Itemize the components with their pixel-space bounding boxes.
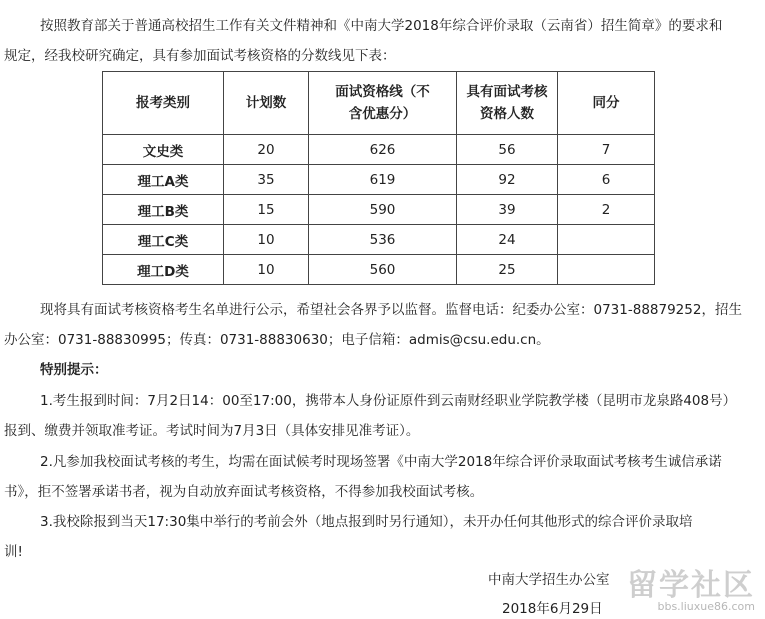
watermark-brand: 留学社区 bbox=[627, 568, 755, 603]
cell-category: 理工C类 bbox=[103, 225, 224, 255]
cell-plan: 35 bbox=[224, 165, 309, 195]
cell-plan: 10 bbox=[224, 225, 309, 255]
tip-2-line-2: 书》，拒不签署承诺书者，视为自动放弃面试考核资格，不得参加我校面试考核。 bbox=[4, 484, 484, 500]
cell-category: 理工B类 bbox=[103, 195, 224, 225]
cell-tied: 2 bbox=[558, 195, 655, 225]
cell-plan: 15 bbox=[224, 195, 309, 225]
table-row bbox=[103, 135, 655, 165]
header-tied: 同分 bbox=[558, 72, 655, 135]
table-row bbox=[103, 195, 655, 225]
header-qualified-count: 具有面试考核资格人数 bbox=[457, 72, 558, 135]
header-qualifying-score: 面试资格线（不含优惠分） bbox=[309, 72, 457, 135]
tips-heading: 特别提示： bbox=[40, 362, 108, 378]
table-row bbox=[103, 255, 655, 285]
cell-count: 25 bbox=[457, 255, 558, 285]
cell-plan: 10 bbox=[224, 255, 309, 285]
cell-tied bbox=[558, 225, 655, 255]
tip-2-line-1: 2.凡参加我校面试考核的考生，均需在面试候考时现场签署《中南大学2018年综合评价录取面试考核考生诚信承诺 bbox=[40, 454, 722, 470]
tip-3-line-2: 训! bbox=[4, 544, 23, 560]
cell-tied: 6 bbox=[558, 165, 655, 195]
table-header-row bbox=[103, 72, 655, 135]
table-row bbox=[103, 165, 655, 195]
cell-score: 619 bbox=[309, 165, 457, 195]
header-category: 报考类别 bbox=[103, 72, 224, 135]
signature-office: 中南大学招生办公室 bbox=[488, 572, 610, 588]
cell-count: 56 bbox=[457, 135, 558, 165]
cell-plan: 20 bbox=[224, 135, 309, 165]
watermark-url: bbs.liuxue86.com bbox=[657, 600, 755, 613]
cell-score: 560 bbox=[309, 255, 457, 285]
cell-tied: 7 bbox=[558, 135, 655, 165]
table-row bbox=[103, 225, 655, 255]
score-table bbox=[102, 71, 655, 285]
intro-line-2: 规定，经我校研究确定，具有参加面试考核资格的分数线见下表： bbox=[4, 48, 396, 64]
header-plan: 计划数 bbox=[224, 72, 309, 135]
notice-line-1: 现将具有面试考核资格考生名单进行公示，希望社会各界予以监督。监督电话：纪委办公室：0731-88879252，招生 bbox=[40, 302, 742, 318]
site-watermark bbox=[627, 560, 755, 613]
cell-score: 590 bbox=[309, 195, 457, 225]
cell-category: 理工D类 bbox=[103, 255, 224, 285]
notice-line-2: 办公室：0731-88830995；传真：0731-88830630；电子信箱：admis@csu.edu.cn。 bbox=[4, 332, 550, 348]
cell-count: 39 bbox=[457, 195, 558, 225]
cell-score: 626 bbox=[309, 135, 457, 165]
cell-count: 24 bbox=[457, 225, 558, 255]
cell-count: 92 bbox=[457, 165, 558, 195]
tip-1-line-2: 报到、缴费并领取准考证。考试时间为7月3日（具体安排见准考证）。 bbox=[4, 423, 420, 439]
cell-score: 536 bbox=[309, 225, 457, 255]
intro-line-1: 按照教育部关于普通高校招生工作有关文件精神和《中南大学2018年综合评价录取（云南省）招生简章》的要求和 bbox=[40, 18, 723, 34]
cell-category: 文史类 bbox=[103, 135, 224, 165]
cell-category: 理工A类 bbox=[103, 165, 224, 195]
cell-tied bbox=[558, 255, 655, 285]
tip-3-line-1: 3.我校除报到当天17:30集中举行的考前会外（地点报到时另行通知），未开办任何其他形式的综合评价录取培 bbox=[40, 514, 693, 530]
signature-date: 2018年6月29日 bbox=[502, 601, 603, 617]
tip-1-line-1: 1.考生报到时间：7月2日14：00至17:00，携带本人身份证原件到云南财经职业学院教学楼（昆明市龙泉路408号） bbox=[40, 393, 737, 409]
